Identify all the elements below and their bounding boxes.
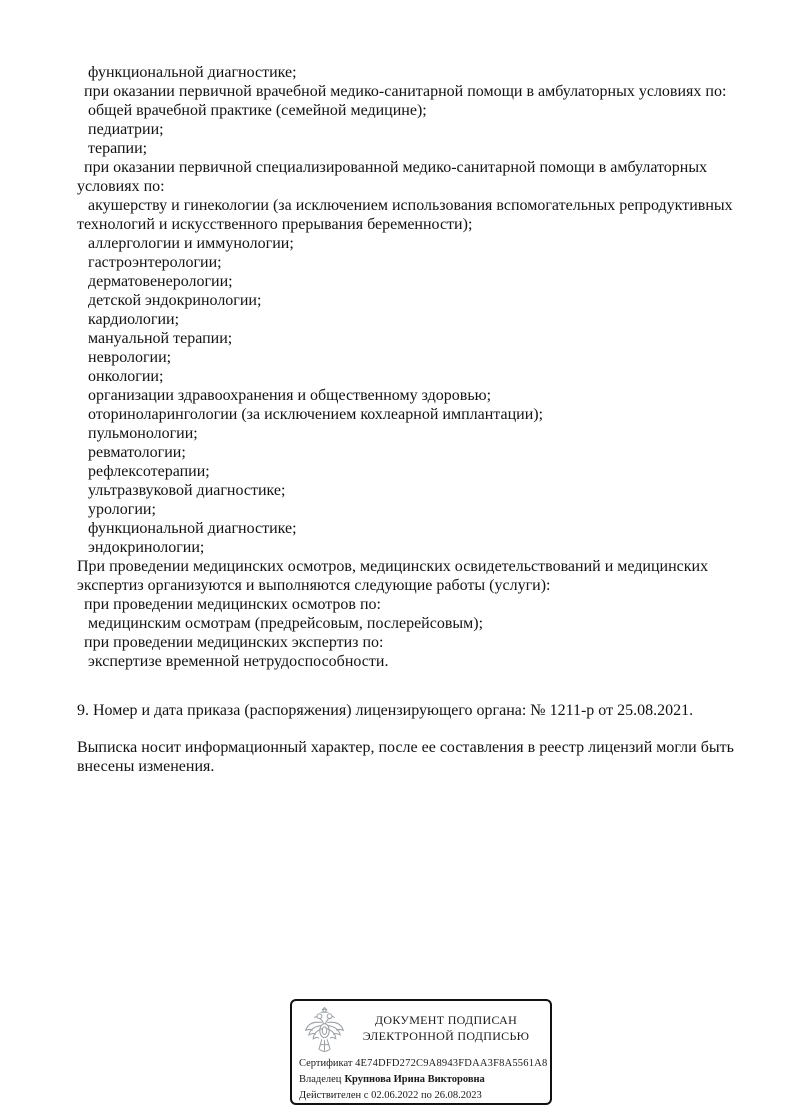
owner-label: Владелец (299, 1074, 342, 1085)
owner-name: Крупнова Ирина Викторовна (344, 1074, 485, 1085)
document-line: экспертиз организуются и выполняются следующие работы (услуги): (77, 577, 551, 594)
document-line: При проведении медицинских осмотров, медицинских освидетельствований и медицинских (77, 558, 709, 575)
document-line: 9. Номер и дата приказа (распоряжения) лицензирующего органа: № 1211-р от 25.08.2021. (77, 702, 694, 719)
document-line: условиях по: (77, 178, 165, 195)
document-line: урологии; (88, 501, 156, 518)
document-line: неврологии; (88, 349, 172, 366)
stamp-title-line1: ДОКУМЕНТ ПОДПИСАН (374, 1013, 518, 1027)
stamp-title (348, 1012, 544, 1044)
document-line: функциональной диагностике; (88, 64, 297, 81)
stamp-info (299, 1056, 552, 1104)
document-line: внесены изменения. (77, 758, 215, 775)
document-line: акушерству и гинекологии (за исключением использования вспомогательных репродуктивных (88, 197, 733, 214)
document-line: рефлексотерапии; (88, 463, 210, 480)
document-line: Выписка носит информационный характер, после ее составления в реестр лицензий могли быть (77, 739, 734, 756)
document-line: технологий и искусственного прерывания беременности); (77, 216, 473, 233)
document-line: терапии; (88, 140, 148, 157)
validity-line: Действителен с 02.06.2022 по 26.08.2023 (299, 1090, 482, 1101)
document-line: мануальной терапии; (88, 330, 233, 347)
certificate-line (299, 1056, 552, 1072)
document-line: организации здравоохранения и общественному здоровью; (88, 387, 492, 404)
document-line: при проведении медицинских экспертиз по: (84, 634, 384, 651)
document-line: гастроэнтерологии; (88, 254, 222, 271)
document-line: оториноларингологии (за исключением кохлеарной имплантации); (88, 406, 544, 423)
digital-signature-stamp (290, 999, 552, 1105)
document-line: ревматологии; (88, 444, 186, 461)
document-line: эндокринологии; (88, 539, 205, 556)
document-line: пульмонологии; (88, 425, 198, 442)
document-line: при оказании первичной врачебной медико-санитарной помощи в амбулаторных условиях по: (84, 83, 727, 100)
document-line: онкологии; (88, 368, 164, 385)
document-line: медицинским осмотрам (предрейсовым, послерейсовым); (88, 615, 484, 632)
document-line: кардиологии; (88, 311, 180, 328)
stamp-title-line2: ЭЛЕКТРОННОЙ ПОДПИСЬЮ (362, 1029, 530, 1043)
double-headed-eagle-emblem (301, 1006, 348, 1056)
certificate-label: Сертификат (299, 1058, 353, 1069)
document-line: педиатрии; (88, 121, 164, 138)
document-line: общей врачебной практике (семейной медицине); (88, 102, 427, 119)
document-line: ультразвуковой диагностике; (88, 482, 286, 499)
document-line: экспертизе временной нетрудоспособности. (88, 653, 389, 670)
document-line: при оказании первичной специализированной медико-санитарной помощи в амбулаторных (84, 159, 708, 176)
document-line: при проведении медицинских осмотров по: (84, 596, 381, 613)
document-line: дерматовенерологии; (88, 273, 233, 290)
certificate-value: 4E74DFD272C9A8943FDAA3F8A5561A8 (355, 1058, 548, 1069)
document-text (77, 63, 757, 776)
document-line: функциональной диагностике; (88, 520, 297, 537)
document-line: аллергологии и иммунологии; (88, 235, 294, 252)
document-line: детской эндокринологии; (88, 292, 262, 309)
owner-line (299, 1072, 552, 1088)
